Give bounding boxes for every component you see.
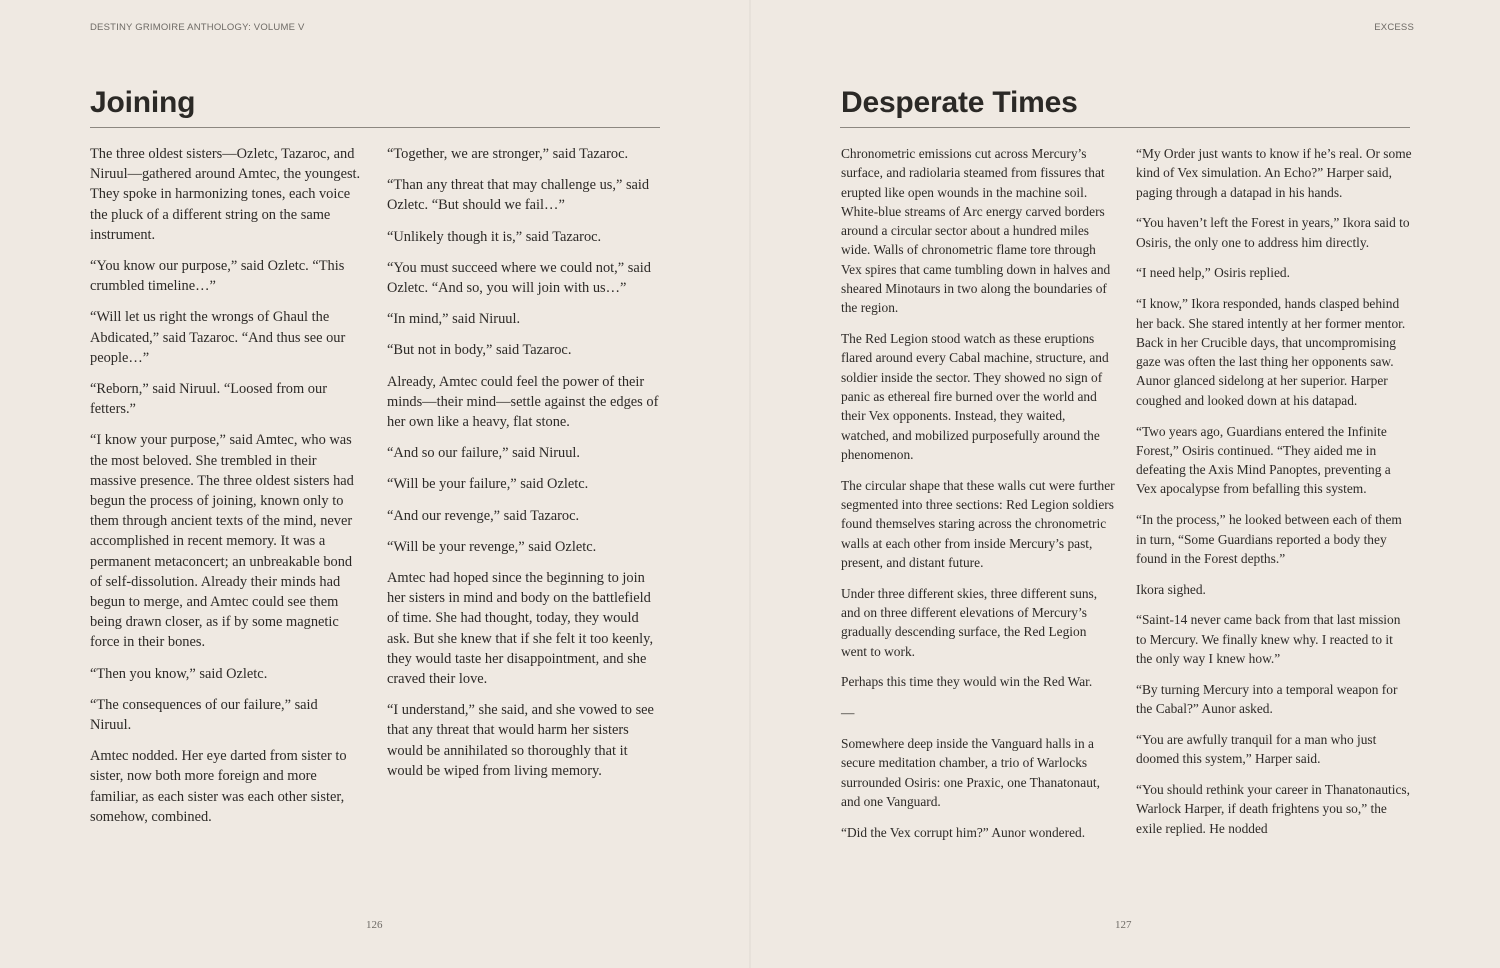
chapter-title-joining: Joining [90,86,196,119]
chapter-title-desperate-times: Desperate Times [841,86,1078,119]
page-number-left: 126 [366,919,383,931]
left-page-column-1 [90,144,362,838]
paragraph: “Will be your failure,” said Ozletc. [387,476,589,493]
paragraph: “My Order just wants to know if he’s real. Or some kind of Vex simulation. An Echo?” Harper said, paging through a datapad in his hands. [1136,146,1412,200]
paragraph: “In mind,” said Niruul. [387,311,521,328]
paragraph: Amtec had hoped since the beginning to join her sisters in mind and body on the battlefield of time. She had thought, today, they would ask. But she knew that if she felt it too keenly, they would taste her disappointment, and she craved their love. [387,570,654,688]
paragraph: “I know your purpose,” said Amtec, who was the most beloved. She trembled in their massive presence. The three oldest sisters had begun the process of joining, known only to them through ancient texts of the mind, never accomplished in recent memory. It was a permanent metaconcert; an unbreakable bond of self-dissolution. Already their minds had begun to merge, and Amtec could see them being drawn closer, as if by some magnetic force in their bones. [90,432,354,651]
paragraph: Chronometric emissions cut across Mercury’s surface, and radiolaria steamed from fissures that erupted like open wounds in the machine soil. White-blue streams of Arc energy carved borders around a circular sector about a hundred miles wide. Walls of chronometric flame tore through Vex spires that came tumbling down in halves and sheared Minotaurs in two along the boundaries of the region. [841,146,1111,316]
paragraph: “Saint-14 never came back from that last mission to Mercury. We finally knew why. I reacted to it the only way I knew how.” [1136,612,1401,667]
paragraph: “Than any threat that may challenge us,” said Ozletc. “But should we fail…” [387,177,650,214]
paragraph: “You haven’t left the Forest in years,” Ikora said to Osiris, the only one to address him directly. [1136,215,1410,250]
paragraph: “But not in body,” said Tazaroc. [387,342,572,359]
paragraph: The Red Legion stood watch as these eruptions flared around every Cabal machine, structure, and soldier inside the sector. They showed no sign of panic as ethereal fire burned over the world and their Vex opponents. Instead, they waited, watched, and mobilized purposefully around the phenomenon. [841,331,1109,462]
paragraph: “The consequences of our failure,” said Niruul. [90,696,318,734]
title-rule-left [90,127,660,128]
paragraph: The three oldest sisters—Ozletc, Tazaroc, and Niruul—gathered around Amtec, the youngest. They spoke in harmonizing tones, each voice the pluck of a different string on the same instrument. [90,146,361,243]
paragraph: “You should rethink your career in Thanatonautics, Warlock Harper, if death frightens you so,” the exile replied. He nodded [1136,782,1410,836]
paragraph: Amtec nodded. Her eye darted from sister to sister, now both more foreign and more familiar, as each sister was each other sister, somehow, combined. [90,748,347,825]
paragraph: “Two years ago, Guardians entered the Infinite Forest,” Osiris continued. “They aided me in defeating the Axis Mind Panoptes, preventing a Vex apocalypse from befalling this system. [1136,423,1391,497]
paragraph: “Did the Vex corrupt him?” Aunor wondered. [841,824,1086,840]
paragraph: Ikora sighed. [1136,581,1206,597]
paragraph: “Will be your revenge,” said Ozletc. [387,538,597,555]
left-page-column-2 [387,144,659,792]
page-number-right: 127 [1115,919,1132,931]
section-break-dash: — [841,705,855,721]
paragraph: “And so our failure,” said Niruul. [387,445,581,462]
paragraph: “In the process,” he looked between each of them in turn, “Some Guardians reported a body they found in the Forest depths.” [1136,512,1402,566]
paragraph: “Then you know,” said Ozletc. [90,665,268,682]
paragraph: “By turning Mercury into a temporal weapon for the Cabal?” Aunor asked. [1136,681,1398,717]
running-head-left: DESTINY GRIMOIRE ANTHOLOGY: VOLUME V [90,22,305,33]
paragraph: “And our revenge,” said Tazaroc. [387,507,580,524]
paragraph: “You are awfully tranquil for a man who just doomed this system,” Harper said. [1136,731,1377,767]
paragraph: Somewhere deep inside the Vanguard halls in a secure meditation chamber, a trio of Warlocks surrounded Osiris: one Praxic, one Thanatonaut, and one Vanguard. [841,736,1100,809]
paragraph: “I understand,” she said, and she vowed to see that any threat that would harm her sisters would be annihilated so thoroughly that it would be wiped from living memory. [387,702,654,779]
paragraph: “You must succeed where we could not,” said Ozletc. “And so, you will join with us…” [387,259,651,297]
paragraph: “Reborn,” said Niruul. “Loosed from our fetters.” [90,381,327,418]
paragraph: “Will let us right the wrongs of Ghaul the Abdicated,” said Tazaroc. “And thus see our people…” [90,309,346,366]
paragraph: Perhaps this time they would win the Red War. [841,674,1093,690]
paragraph: “Together, we are stronger,” said Tazaroc. [387,146,629,162]
paragraph: Under three different skies, three different suns, and on three different elevations of Mercury’s gradually descending surface, the Red Legion went to work. [841,585,1098,659]
right-page-column-1 [841,144,1115,854]
paragraph: “I know,” Ikora responded, hands clasped behind her back. She stared intently at her former mentor. Back in her Crucible days, that uncompromising gaze was often the last thing her opponents saw. Aunor glanced sidelong at her superior. Harper coughed and looked down at his datapad. [1136,296,1406,408]
paragraph: “I need help,” Osiris replied. [1136,265,1290,281]
right-page [750,0,1500,968]
running-head-right: EXCESS [1374,22,1414,33]
title-rule-right [840,127,1410,128]
right-page-column-2 [1136,144,1412,849]
paragraph: “Unlikely though it is,” said Tazaroc. [387,228,602,245]
paragraph: Already, Amtec could feel the power of their minds—their mind—settle against the edges of her own like a heavy, flat stone. [387,373,659,431]
paragraph: The circular shape that these walls cut were further segmented into three sections: Red Legion soldiers found themselves staring across the chronometric walls at each other from inside Mercury’s past, present, and distant future. [841,477,1115,570]
paragraph: “You know our purpose,” said Ozletc. “This crumbled timeline…” [90,258,345,295]
